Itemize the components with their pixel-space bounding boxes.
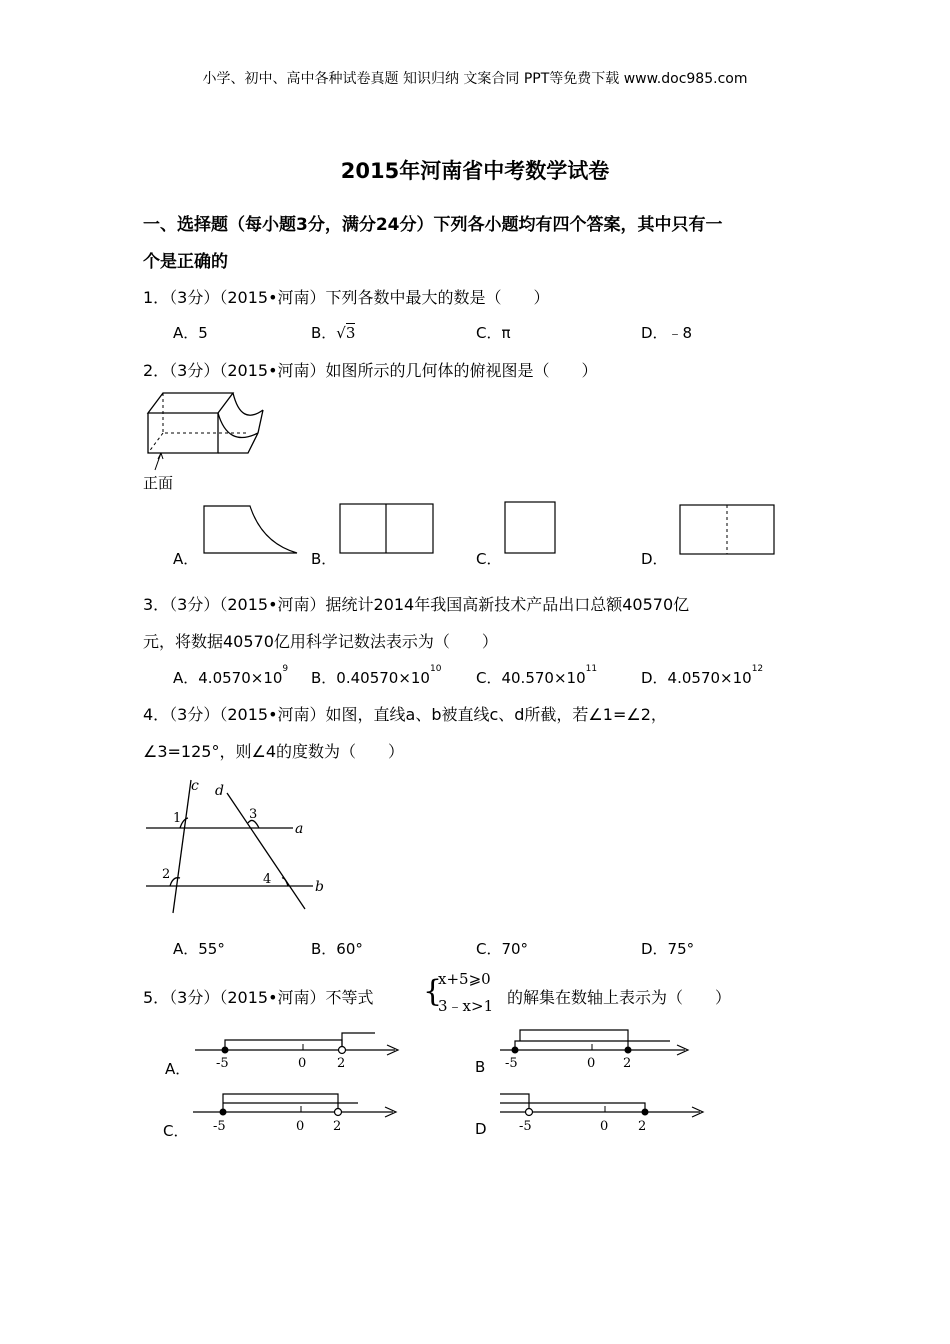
q5-option-b: B — [475, 1058, 486, 1076]
q5-option-c: C． — [163, 1122, 189, 1140]
q2-option-d-figure — [679, 504, 776, 556]
q3-option-c: C．$40.570\times 10^{11}$ — [476, 664, 598, 687]
q1-stem: 1．（3分）（2015•河南）下列各数中最大的数是（ ） — [143, 288, 550, 307]
q2-option-c: C． — [476, 550, 502, 568]
page-header: 小学、初中、高中各种试卷真题 知识归纳 文案合同 PPT等免费下载 www.doc985.com — [202, 71, 748, 87]
q2-front-label: 正面 — [143, 474, 174, 492]
label-angle-1: 1 — [173, 811, 182, 826]
svg-text:0: 0 — [600, 1119, 609, 1134]
q2-stem: 2．（3分）（2015•河南）如图所示的几何体的俯视图是（ ） — [143, 361, 598, 380]
q5-numberline-c — [188, 1090, 403, 1135]
q5-numberline-a — [190, 1030, 405, 1075]
label-angle-4: 4 — [263, 872, 272, 887]
svg-text:0: 0 — [298, 1056, 307, 1071]
q4-stem-line1: 4．（3分）（2015•河南）如图，直线a、b被直线c、d所截，若∠1=∠2， — [143, 705, 667, 724]
brace-icon: { — [423, 974, 443, 1009]
q5-inequality-1: x+5⩾0 — [438, 970, 491, 988]
q1-option-b-radicand: 3 — [345, 324, 356, 342]
q1-option-b — [311, 322, 355, 343]
svg-text:2: 2 — [623, 1056, 632, 1071]
q1-option-c: C．π — [476, 324, 511, 342]
q4-lines-figure — [143, 775, 333, 917]
section-heading-line2: 个是正确的 — [143, 252, 228, 272]
q3-option-d: D．$4.0570\times 10^{12}$ — [641, 664, 764, 687]
q5-option-d: D — [475, 1120, 487, 1138]
q1-option-a: A．5 — [173, 324, 208, 342]
q5-option-a: A． — [165, 1060, 191, 1078]
q2-option-b: B． — [311, 550, 337, 568]
label-line-a: a — [295, 821, 304, 837]
svg-text:-5: -5 — [519, 1119, 532, 1134]
svg-text:0: 0 — [296, 1119, 305, 1134]
label-line-b: b — [315, 879, 324, 895]
svg-text:2: 2 — [638, 1119, 647, 1134]
svg-text:2: 2 — [333, 1119, 342, 1134]
q3-stem-line2: 元，将数据40570亿用科学记数法表示为（ ） — [143, 632, 498, 651]
label-line-d: d — [215, 783, 224, 799]
q4-option-c: C．70° — [476, 940, 529, 958]
q4-option-b: B．60° — [311, 940, 363, 958]
q2-option-b-figure — [339, 503, 435, 555]
q2-option-a: A． — [173, 550, 199, 568]
q3-option-b: B．$0.40570\times 10^{10}$ — [311, 664, 442, 687]
q2-option-c-figure — [504, 501, 558, 555]
svg-text:-5: -5 — [505, 1056, 518, 1071]
q5-numberline-b — [495, 1027, 695, 1075]
q2-option-a-figure — [202, 505, 300, 555]
q5-stem-prefix: 5．（3分）（2015•河南）不等式 — [143, 988, 374, 1007]
q1-option-d: D．﹣8 — [641, 324, 693, 342]
svg-text:2: 2 — [337, 1056, 346, 1071]
q4-option-d: D．75° — [641, 940, 695, 958]
section-heading-line1: 一、选择题（每小题3分，满分24分）下列各小题均有四个答案，其中只有一 — [143, 215, 723, 235]
sqrt-icon: √ — [336, 324, 346, 342]
svg-text:-5: -5 — [213, 1119, 226, 1134]
page-title: 2015年河南省中考数学试卷 — [340, 159, 610, 183]
q4-option-a: A．55° — [173, 940, 225, 958]
q5-numberline-d — [495, 1090, 710, 1135]
label-angle-3: 3 — [249, 807, 258, 822]
svg-text:0: 0 — [587, 1056, 596, 1071]
q3-option-a: A．$4.0570\times 10^9$ — [173, 664, 289, 687]
svg-text:-5: -5 — [216, 1056, 229, 1071]
q2-solid-figure — [143, 388, 268, 473]
q2-option-d: D． — [641, 550, 668, 568]
label-angle-2: 2 — [162, 867, 171, 882]
q1-option-b-prefix: B． — [311, 324, 337, 342]
q5-inequality-2: 3﹣x>1 — [438, 997, 494, 1015]
q3-stem-line1: 3．（3分）（2015•河南）据统计2014年我国高新技术产品出口总额40570亿 — [143, 595, 690, 614]
q4-stem-line2: ∠3=125°，则∠4的度数为（ ） — [143, 742, 404, 761]
label-line-c: c — [191, 778, 199, 794]
q5-stem-suffix: 的解集在数轴上表示为（ ） — [507, 988, 732, 1007]
